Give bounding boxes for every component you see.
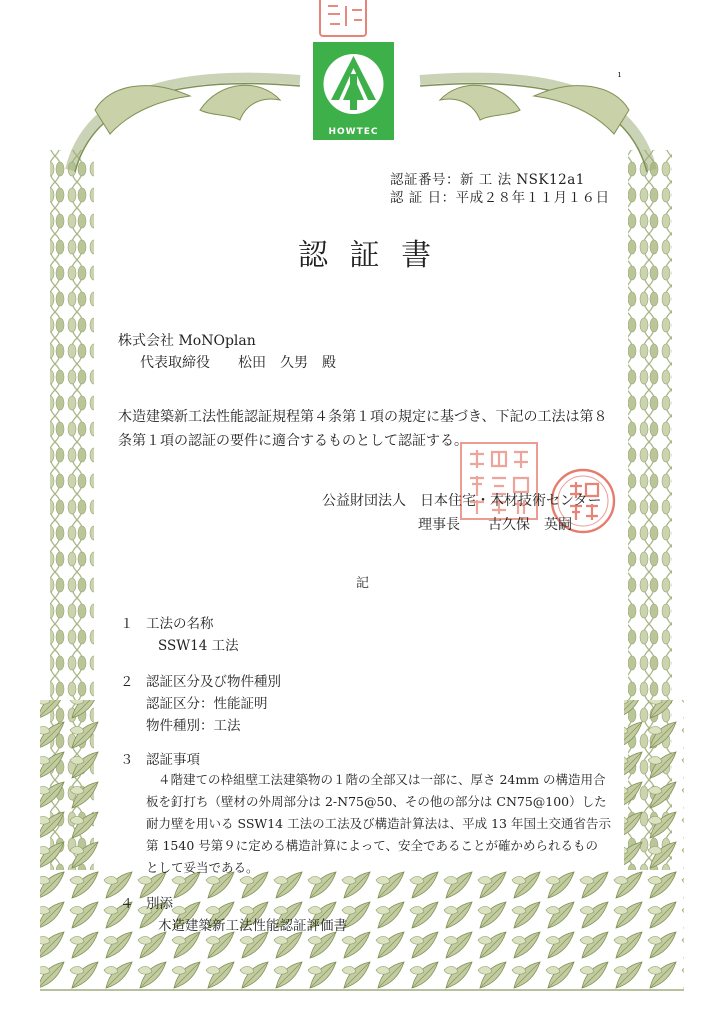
tree-icon — [313, 42, 394, 124]
document-title: 認 証 書 — [298, 238, 438, 273]
ki-marker: 記 — [356, 576, 370, 591]
item-3-line-1: ４階建ての枠組壁工法建築物の１階の全部又は一部に、厚さ 24mm の構造用合 — [158, 772, 606, 787]
howtec-logo — [313, 42, 394, 140]
certificate-number: 認証番号：新 工 法 NSK12a1 — [390, 172, 585, 188]
certificate-date: 認 証 日：平成２８年１１月１６日 — [390, 190, 610, 206]
recipient-representative: 代表取締役 松田 久男 殿 — [140, 355, 336, 371]
item-4-number: ４ — [120, 896, 134, 912]
item-3-line-3: 耐力壁を用いる SSW14 工法の工法及び構造計算法は、平成 13 年国土交通省告示 — [146, 816, 611, 831]
body-line-2: 条第１項の認証の要件に適合するものとして認証する。 — [118, 433, 468, 449]
issuer-organization: 公益財団法人 日本住宅・木材技術センター — [322, 493, 602, 509]
item-3-line-4: 第 1540 号第９に定める構造計算によって、安全であることが確かめられるもの — [146, 838, 599, 853]
item-3-line-5: として妥当である。 — [146, 860, 259, 875]
item-4-line-1: 木造建築新工法性能認証評価書 — [158, 918, 347, 934]
item-4-heading: 別添 — [146, 896, 173, 912]
item-1-number: １ — [120, 616, 134, 632]
item-3-number: ３ — [120, 752, 134, 768]
page-mark: ı — [618, 70, 621, 80]
item-2-line-2: 物件種別：工法 — [146, 718, 241, 734]
item-2-number: ２ — [120, 674, 134, 690]
item-2-heading: 認証区分及び物件種別 — [146, 674, 281, 690]
body-line-1: 木造建築新工法性能認証規程第４条第１項の規定に基づき、下記の工法は第８ — [118, 409, 608, 425]
logo-text: HOWTEC — [328, 127, 379, 137]
top-seal-icon — [318, 0, 368, 40]
item-3-line-2: 板を釘打ち（壁材の外周部分は 2-N75@50、その他の部分は CN75@100）した — [146, 794, 607, 809]
item-1-line-1: SSW14 工法 — [158, 638, 239, 654]
issuer-president: 理事長 古久保 英嗣 — [418, 517, 572, 533]
item-2-line-1: 認証区分：性能証明 — [146, 696, 268, 712]
item-1-heading: 工法の名称 — [146, 616, 214, 632]
recipient-company: 株式会社 MoNOplan — [118, 333, 256, 349]
item-3-heading: 認証事項 — [146, 752, 200, 768]
